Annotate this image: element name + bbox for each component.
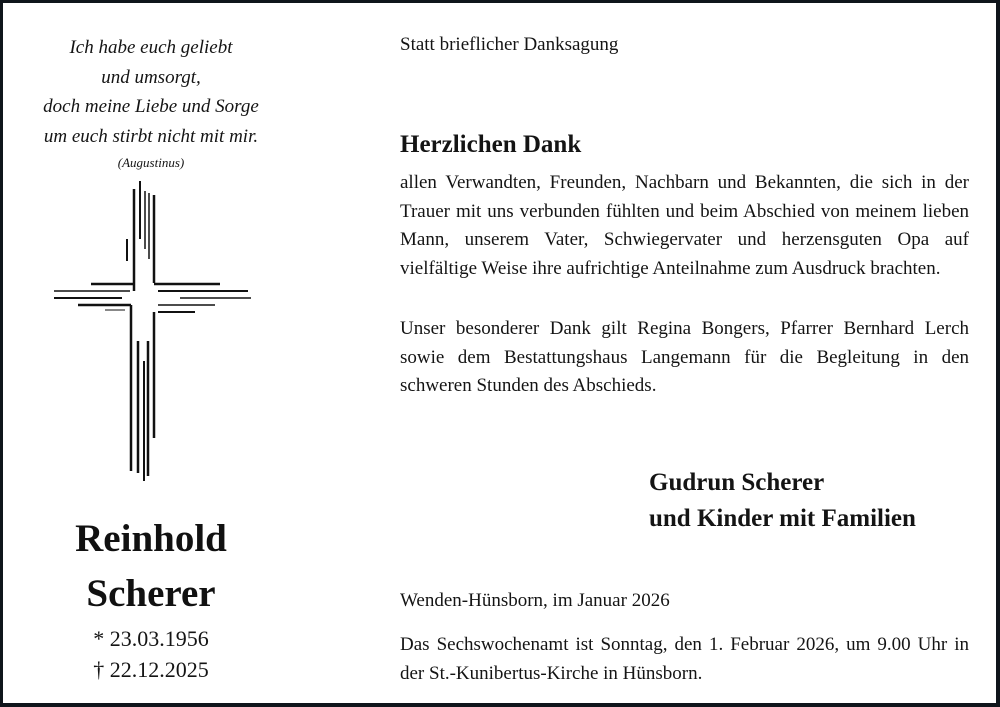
life-dates — [3, 623, 299, 685]
signer-line: Gudrun Scherer — [649, 469, 825, 496]
deceased-first-name: Reinhold — [75, 517, 227, 560]
memorial-quote — [3, 33, 299, 173]
quote-line: und umsorgt, — [101, 66, 201, 88]
notice-title: Herzlichen Dank — [400, 131, 582, 158]
deceased-last-name: Scherer — [86, 572, 216, 615]
thanks-paragraph: allen Verwandten, Freunden, Nachbarn und Bekannten, die sich in der Trauer mit uns verbunden fühlten und beim Abschied von meinem lieben Mann, unserem Vater, Schwiegervater und herzensguten Opa auf vielfältige Weise ihre aufrichtige Anteilnahme zum Ausdruck brachten. — [400, 172, 969, 279]
notice-header: Statt brieflicher Danksagung — [400, 34, 619, 55]
quote-line: Ich habe euch geliebt — [69, 37, 233, 58]
special-thanks-paragraph: Unser besonderer Dank gilt Regina Bongers, Pfarrer Bernhard Lerch sowie dem Bestattungshaus Langemann für die Begleitung in den schweren Stunden des Abschieds. — [400, 318, 969, 396]
cross-icon — [50, 181, 260, 481]
quote-source: (Augustinus) — [117, 155, 185, 170]
signer-line: und Kinder mit Familien — [649, 505, 916, 532]
quote-line: doch meine Liebe und Sorge — [43, 96, 259, 117]
place-date: Wenden-Hünsborn, im Januar 2026 — [400, 590, 670, 611]
service-info: Das Sechswochenamt ist Sonntag, den 1. Februar 2026, um 9.00 Uhr in der St.-Kunibertus-Kirche in Hünsborn. — [400, 634, 969, 684]
signers — [649, 465, 916, 537]
obituary-card — [3, 3, 996, 703]
death-date: † 22.12.2025 — [93, 657, 209, 682]
deceased-name — [3, 511, 299, 621]
birth-date: * 23.03.1956 — [93, 626, 209, 651]
quote-line: um euch stirbt nicht mit mir. — [43, 125, 259, 147]
